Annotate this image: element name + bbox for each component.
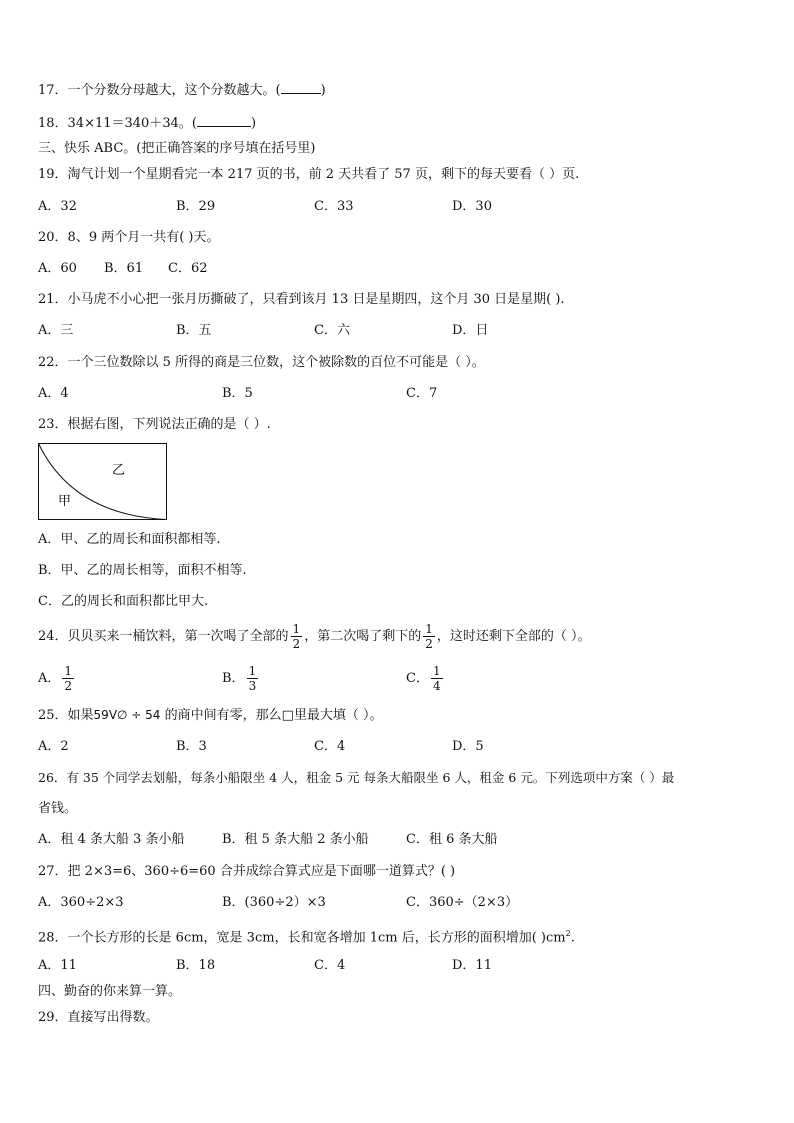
question-18-text: 18．34×11＝340＋34。( [38,116,197,131]
section-3-heading: 三、快乐 ABC。(把正确答案的序号填在括号里) [38,141,316,156]
question-18: 18．34×11＝340＋34。( ) [38,116,257,131]
label-jia: 甲 [58,494,72,509]
option-b[interactable]: B．61 [104,261,144,276]
fraction: $\frac{1}{2}$ [64,664,73,693]
label-yi: 乙 [112,463,126,478]
option-a[interactable]: A． $\frac{1}{2}$ [38,664,73,693]
option-c[interactable]: C．六 [314,323,350,338]
option-b[interactable]: B．18 [176,958,216,973]
question-22: 22．一个三位数除以 5 所得的商是三位数，这个被除数的百位不可能是（ ）。 [38,355,485,370]
answer-blank[interactable] [281,93,321,94]
option-a[interactable]: A．32 [38,199,77,214]
option-c[interactable]: C．360÷（2×3） [406,895,519,910]
option-d[interactable]: D．30 [452,199,492,214]
option-c[interactable]: C．租 6 条大船 [406,832,498,847]
section-4-heading: 四、勤奋的你来算一算。 [38,984,182,999]
option-b[interactable]: B．租 5 条大船 2 条小船 [222,832,369,847]
fraction: $\frac{1}{4}$ [432,664,441,693]
option-d[interactable]: D．5 [452,739,484,754]
option-c[interactable]: C．7 [406,386,438,401]
fraction: $\frac{1}{2}$ [292,622,301,651]
option-c[interactable]: C．4 [314,958,346,973]
option-a[interactable]: A．租 4 条大船 3 条小船 [38,832,185,847]
option-c[interactable]: C．乙的周长和面积都比甲大. [38,594,209,609]
fraction: $\frac{1}{3}$ [248,664,257,693]
option-c[interactable]: C．62 [168,261,208,276]
fraction: $\frac{1}{2}$ [425,622,433,651]
option-a[interactable]: A．4 [38,386,69,401]
option-a[interactable]: A．2 [38,739,69,754]
option-a[interactable]: A．11 [38,958,77,973]
option-a[interactable]: A．甲、乙的周长和面积都相等. [38,532,221,547]
option-b[interactable]: B．甲、乙的周长相等，面积不相等. [38,563,247,578]
division-expression: 59V∅ ÷ 54 [93,708,161,722]
option-d[interactable]: D．11 [452,958,492,973]
option-a[interactable]: A．360÷2×3 [38,895,124,910]
question-26-line-1: 26．有 35 个同学去划船，每条小船限坐 4 人，租金 5 元 每条大船限坐 6 人，租金 6 元。下列选项中方案（ ）最 [38,770,675,785]
option-c[interactable]: C．33 [314,199,354,214]
option-b[interactable]: B．29 [176,199,216,214]
option-a[interactable]: A．三 [38,323,74,338]
option-b[interactable]: B．3 [176,739,207,754]
option-d[interactable]: D．日 [452,323,489,338]
question-28: 28．一个长方形的长是 6cm，宽是 3cm，长和宽各增加 1cm 后，长方形的面积增加( )$cm^2$. [38,929,575,946]
option-b[interactable]: B．5 [222,386,253,401]
question-27: 27．把 2×3=6、360÷6=60 合并成综合算式应是下面哪一道算式？( ) [38,864,456,879]
option-b[interactable]: B．五 [176,323,212,338]
option-b[interactable]: B． $\frac{1}{3}$ [222,664,257,693]
rectangle-figure [38,443,168,521]
question-23: 23．根据右图，下列说法正确的是（ ）. [38,417,271,432]
question-21: 21．小马虎不小心把一张月历撕破了，只看到该月 13 日是星期四，这个月 30 日是星期( ). [38,292,565,307]
option-b[interactable]: B．(360÷2）×3 [222,895,326,910]
question-19: 19．淘气计划一个星期看完一本 217 页的书，前 2 天共看了 57 页，剩下的每天要看（ ）页. [38,167,580,182]
question-17-text: 17．一个分数分母越大，这个分数越大。( [38,83,281,98]
question-24: 24．贝贝买来一桶饮料，第一次喝了全部的 $\frac{1}{2}$ ，第二次喝了剩下的 $\frac{1}{2}$ ，这时还剩下全部的（ ）。 [38,622,591,651]
question-25: 25．如果59V∅ ÷ 54 的商中间有零，那么□里最大填（ ）。 [38,708,383,723]
option-a[interactable]: A．60 [38,261,77,276]
question-26-line-2: 省钱。 [38,801,78,816]
question-17: 17．一个分数分母越大，这个分数越大。( ) [38,83,326,98]
answer-blank[interactable] [197,126,251,127]
question-20: 20．8、9 两个月一共有( )天。 [38,230,220,245]
option-c[interactable]: C． $\frac{1}{4}$ [406,664,441,693]
option-c[interactable]: C．4 [314,739,346,754]
question-29: 29．直接写出得数。 [38,1010,159,1025]
